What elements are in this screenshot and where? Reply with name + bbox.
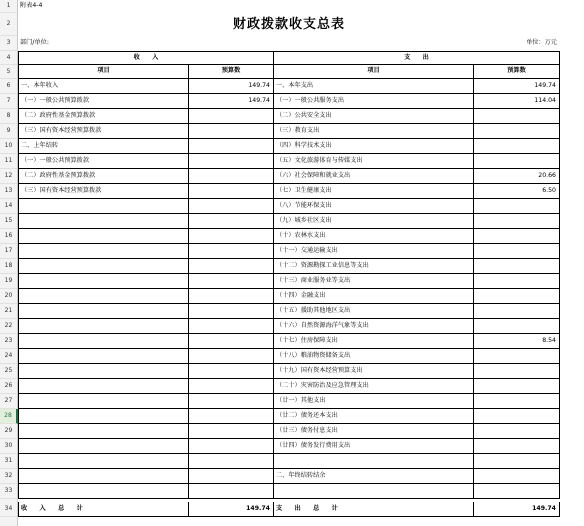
expense-budget-cell[interactable]	[473, 124, 560, 139]
row-number[interactable]: 21	[0, 304, 18, 319]
sheet-row	[0, 36, 584, 51]
total-income-value[interactable]: 149.74	[188, 502, 273, 517]
row-number[interactable]: 26	[0, 379, 18, 394]
row-number[interactable]: 5	[0, 65, 18, 79]
income-item-cell[interactable]	[18, 364, 188, 379]
dept-label[interactable]: 部门/单位:	[20, 39, 49, 47]
row-number[interactable]: 2	[0, 13, 18, 36]
row-number[interactable]: 25	[0, 364, 18, 379]
expense-budget-cell[interactable]: 6.50	[473, 184, 560, 199]
expense-item-cell[interactable]: （十）农林水支出	[273, 229, 473, 244]
income-item-cell[interactable]	[18, 484, 188, 499]
table-row	[0, 484, 584, 499]
income-budget-cell[interactable]	[188, 304, 273, 319]
expense-item-cell[interactable]: （四）科学技术支出	[273, 139, 473, 154]
table-row	[0, 154, 584, 169]
expense-header[interactable]: 支 出	[273, 51, 560, 65]
income-item-cell[interactable]	[18, 394, 188, 409]
expense-budget-cell[interactable]	[473, 109, 560, 124]
table-row	[0, 334, 584, 349]
expense-item-cell[interactable]: （六）社会保障和就业支出	[273, 169, 473, 184]
row-number[interactable]: 11	[0, 154, 18, 169]
unit-label[interactable]: 单位：万元	[526, 39, 557, 47]
income-budget-cell[interactable]	[188, 184, 273, 199]
table-row	[0, 214, 584, 229]
row-number[interactable]: 33	[0, 484, 18, 499]
table-row	[0, 364, 584, 379]
income-item-cell[interactable]: 二、上年结转	[18, 139, 188, 154]
income-budget-cell[interactable]	[188, 424, 273, 439]
income-budget-cell[interactable]	[188, 154, 273, 169]
row-number[interactable]: 24	[0, 349, 18, 364]
income-budget-cell[interactable]	[188, 364, 273, 379]
income-budget-cell[interactable]	[188, 319, 273, 334]
table-row	[0, 199, 584, 214]
income-item-cell[interactable]	[18, 229, 188, 244]
expense-item-cell[interactable]: （八）节能环保支出	[273, 199, 473, 214]
expense-budget-cell[interactable]	[473, 259, 560, 274]
income-item-cell[interactable]	[18, 424, 188, 439]
row-number[interactable]: 8	[0, 109, 18, 124]
expense-budget-cell[interactable]	[473, 409, 560, 424]
expense-item-cell[interactable]: （廿二）债务还本支出	[273, 409, 473, 424]
sheet-row	[0, 51, 584, 65]
row-number[interactable]: 16	[0, 229, 18, 244]
expense-item-header[interactable]: 项目	[273, 65, 473, 79]
expense-item-cell[interactable]: （廿四）债务发行费用支出	[273, 439, 473, 454]
income-budget-cell[interactable]	[188, 244, 273, 259]
table-row	[0, 409, 584, 424]
row-number[interactable]: 10	[0, 139, 18, 154]
income-item-cell[interactable]: （一）一般公共预算拨款	[18, 94, 188, 109]
expense-budget-cell[interactable]	[473, 469, 560, 484]
income-item-cell[interactable]	[18, 439, 188, 454]
income-item-cell[interactable]	[18, 244, 188, 259]
income-budget-cell[interactable]	[188, 229, 273, 244]
income-budget-cell[interactable]	[188, 454, 273, 469]
income-budget-cell[interactable]	[188, 379, 273, 394]
expense-budget-cell[interactable]	[473, 394, 560, 409]
table-row	[0, 124, 584, 139]
expense-item-cell[interactable]: （十五）援助其他地区支出	[273, 304, 473, 319]
row-number[interactable]: 7	[0, 94, 18, 109]
expense-item-cell[interactable]: （廿三）债务付息支出	[273, 424, 473, 439]
income-budget-cell[interactable]	[188, 199, 273, 214]
income-budget-cell[interactable]	[188, 409, 273, 424]
expense-budget-cell[interactable]: 20.66	[473, 169, 560, 184]
table-row	[0, 349, 584, 364]
income-item-cell[interactable]	[18, 319, 188, 334]
income-budget-cell[interactable]	[188, 484, 273, 499]
row-number[interactable]: 13	[0, 184, 18, 199]
row-number[interactable]: 6	[0, 79, 18, 94]
expense-budget-cell[interactable]	[473, 199, 560, 214]
table-row	[0, 184, 584, 199]
income-header[interactable]: 收 入	[18, 51, 273, 65]
row-number[interactable]: 4	[0, 51, 18, 65]
income-budget-cell[interactable]	[188, 214, 273, 229]
income-budget-cell[interactable]	[188, 139, 273, 154]
income-item-cell[interactable]	[18, 349, 188, 364]
table-row	[0, 259, 584, 274]
table-row	[0, 289, 584, 304]
total-expense-label[interactable]: 支 出 总 计	[273, 502, 473, 517]
income-item-cell[interactable]	[18, 454, 188, 469]
row-number[interactable]: 1	[0, 0, 18, 13]
income-budget-cell[interactable]: 149.74	[188, 94, 273, 109]
income-item-cell[interactable]: （三）国有资本经营预算拨款	[18, 184, 188, 199]
income-item-cell[interactable]: （一）一般公共预算拨款	[18, 154, 188, 169]
expense-item-cell[interactable]: （十四）金融支出	[273, 289, 473, 304]
expense-item-cell[interactable]: （五）文化旅游体育与传媒支出	[273, 154, 473, 169]
total-expense-value[interactable]: 149.74	[473, 502, 560, 517]
expense-item-cell[interactable]: （廿一）其他支出	[273, 394, 473, 409]
expense-item-cell[interactable]: （二）公共安全支出	[273, 109, 473, 124]
table-row	[0, 94, 584, 109]
expense-budget-cell[interactable]	[473, 439, 560, 454]
total-income-label[interactable]: 收 入 总 计	[18, 502, 188, 517]
income-item-cell[interactable]	[18, 289, 188, 304]
income-item-cell[interactable]	[18, 274, 188, 289]
row-number[interactable]: 32	[0, 469, 18, 484]
expense-item-cell[interactable]	[273, 454, 473, 469]
row-number[interactable]: 19	[0, 274, 18, 289]
income-item-cell[interactable]	[18, 199, 188, 214]
row-number[interactable]: 15	[0, 214, 18, 229]
income-item-cell[interactable]: 一、本年收入	[18, 79, 188, 94]
sheet-row	[0, 13, 584, 36]
income-budget-cell[interactable]	[188, 109, 273, 124]
expense-budget-cell[interactable]	[473, 154, 560, 169]
expense-item-cell[interactable]: （三）教育支出	[273, 124, 473, 139]
row-number[interactable]: 12	[0, 169, 18, 184]
expense-item-cell[interactable]	[273, 484, 473, 499]
expense-item-cell[interactable]: （十二）资源勘探工业信息等支出	[273, 259, 473, 274]
expense-budget-cell[interactable]	[473, 484, 560, 499]
expense-item-cell[interactable]: （十六）自然资源海洋气象等支出	[273, 319, 473, 334]
income-budget-cell[interactable]	[188, 394, 273, 409]
report-title[interactable]: 财政拨款收支总表	[232, 17, 345, 32]
table-row	[0, 379, 584, 394]
row-number[interactable]: 3	[0, 36, 18, 51]
expense-item-cell[interactable]: （二十）灾害防治及应急管理支出	[273, 379, 473, 394]
income-budget-header[interactable]: 预算数	[188, 65, 273, 79]
expense-budget-cell[interactable]	[473, 304, 560, 319]
income-budget-cell[interactable]	[188, 289, 273, 304]
expense-item-cell[interactable]: 一、本年支出	[273, 79, 473, 94]
expense-budget-cell[interactable]: 114.04	[473, 94, 560, 109]
row-number[interactable]: 27	[0, 394, 18, 409]
table-row	[0, 274, 584, 289]
table-row	[0, 109, 584, 124]
expense-item-cell[interactable]: （十九）国有资本经营预算支出	[273, 364, 473, 379]
income-item-cell[interactable]: （二）政府性基金预算拨款	[18, 109, 188, 124]
row-number[interactable]: 23	[0, 334, 18, 349]
income-item-cell[interactable]: （三）国有资本经营预算拨款	[18, 124, 188, 139]
table-row	[0, 229, 584, 244]
income-item-cell[interactable]	[18, 259, 188, 274]
expense-item-cell[interactable]: （十七）住房保障支出	[273, 334, 473, 349]
row-number[interactable]: 31	[0, 454, 18, 469]
table-row	[0, 79, 584, 94]
row-number[interactable]: 18	[0, 259, 18, 274]
sheet-row	[0, 502, 584, 517]
row-number[interactable]: 22	[0, 319, 18, 334]
expense-budget-cell[interactable]	[473, 349, 560, 364]
expense-budget-cell[interactable]	[473, 229, 560, 244]
expense-budget-cell[interactable]	[473, 244, 560, 259]
income-budget-cell[interactable]	[188, 349, 273, 364]
income-budget-cell[interactable]: 149.74	[188, 79, 273, 94]
expense-item-cell[interactable]: （一）一般公共服务支出	[273, 94, 473, 109]
sheet-row	[0, 0, 584, 13]
table-row	[0, 394, 584, 409]
expense-item-cell[interactable]: （十三）商业服务业等支出	[273, 274, 473, 289]
income-item-cell[interactable]	[18, 304, 188, 319]
table-row	[0, 469, 584, 484]
row-number[interactable]: 17	[0, 244, 18, 259]
table-row	[0, 319, 584, 334]
expense-budget-cell[interactable]	[473, 214, 560, 229]
row-number[interactable]: 14	[0, 199, 18, 214]
income-budget-cell[interactable]	[188, 274, 273, 289]
table-row	[0, 439, 584, 454]
income-item-header[interactable]: 项目	[18, 65, 188, 79]
expense-budget-cell[interactable]	[473, 454, 560, 469]
expense-item-cell[interactable]: （七）卫生健康支出	[273, 184, 473, 199]
expense-budget-header[interactable]: 预算数	[473, 65, 560, 79]
expense-budget-cell[interactable]	[473, 364, 560, 379]
table-row	[0, 169, 584, 184]
income-item-cell[interactable]	[18, 469, 188, 484]
expense-budget-cell[interactable]	[473, 289, 560, 304]
income-budget-cell[interactable]	[188, 439, 273, 454]
expense-budget-cell[interactable]	[473, 424, 560, 439]
table-row	[0, 244, 584, 259]
row-number[interactable]: 20	[0, 289, 18, 304]
expense-budget-cell[interactable]: 149.74	[473, 79, 560, 94]
income-item-cell[interactable]: （二）政府性基金预算拨款	[18, 169, 188, 184]
table-row	[0, 424, 584, 439]
income-item-cell[interactable]	[18, 409, 188, 424]
table-row	[0, 304, 584, 319]
income-budget-cell[interactable]	[188, 334, 273, 349]
table-row	[0, 454, 584, 469]
income-item-cell[interactable]	[18, 334, 188, 349]
table-row	[0, 139, 584, 154]
expense-budget-cell[interactable]	[473, 319, 560, 334]
expense-item-cell[interactable]: （十一）交通运输支出	[273, 244, 473, 259]
row-number[interactable]: 29	[0, 424, 18, 439]
income-item-cell[interactable]	[18, 214, 188, 229]
row-number[interactable]: 34	[0, 502, 18, 517]
expense-budget-cell[interactable]	[473, 274, 560, 289]
expense-item-cell[interactable]: （十八）粮油物资储备支出	[273, 349, 473, 364]
income-budget-cell[interactable]	[188, 169, 273, 184]
income-item-cell[interactable]	[18, 379, 188, 394]
income-budget-cell[interactable]	[188, 124, 273, 139]
expense-budget-cell[interactable]	[473, 139, 560, 154]
expense-budget-cell[interactable]: 8.54	[473, 334, 560, 349]
row-number[interactable]: 30	[0, 439, 18, 454]
row-number[interactable]: 9	[0, 124, 18, 139]
expense-item-cell[interactable]: （九）城乡社区支出	[273, 214, 473, 229]
row-number[interactable]: 28	[0, 409, 18, 424]
expense-item-cell[interactable]: 二、年终结转结余	[273, 469, 473, 484]
income-budget-cell[interactable]	[188, 469, 273, 484]
expense-budget-cell[interactable]	[473, 379, 560, 394]
income-budget-cell[interactable]	[188, 259, 273, 274]
sheet-row	[0, 65, 584, 79]
attachment-label[interactable]: 附表4-4	[20, 2, 43, 10]
